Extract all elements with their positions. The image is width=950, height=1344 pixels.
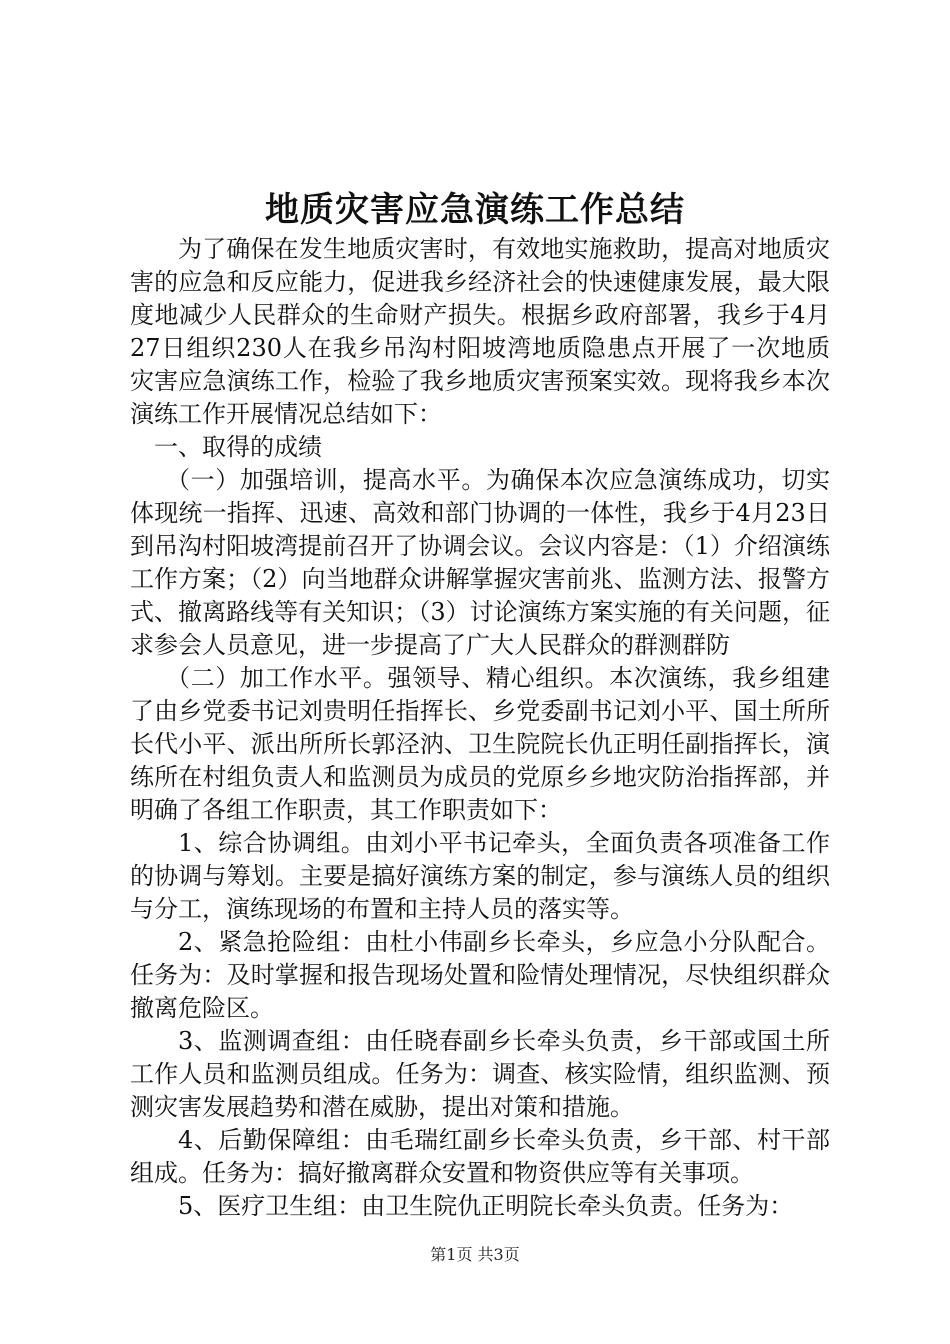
paragraph-training: （一）加强培训，提高水平。为确保本次应急演练成功，切实体现统一指挥、迅速、高效和部门协调的一体性，我乡于4月23日到吊沟村阳坡湾提前召开了协调会议。会议内容是：（1）介绍演练工作方案；（2）向当地群众讲解掌握灾害前兆、监测方法、报警方式、撤离路线等有关知识；（3）讨论演练方案实施的有关问题，征求参会人员意见，进一步提高了广大人民群众的群测群防 xyxy=(130,466,830,659)
document-title: 地质灾害应急演练工作总结 xyxy=(265,190,685,230)
paragraph-logistics-group: 4、后勤保障组：由毛瑞红副乡长牵头负责，乡干部、村干部组成。任务为：搞好撤离群众安置和物资供应等有关事项。 xyxy=(130,1126,830,1187)
paragraph-intro: 为了确保在发生地质灾害时，有效地实施救助，提高对地质灾害的应急和反应能力，促进我乡经济社会的快速健康发展，最大限度地减少人民群众的生命财产损失。根据乡政府部署，我乡于4月27日组织230人在我乡吊沟村阳坡湾地质隐患点开展了一次地质灾害应急演练工作，检验了我乡地质灾害预案实效。现将我乡本次演练工作开展情况总结如下： xyxy=(130,235,830,428)
document-body xyxy=(130,233,830,1223)
paragraph-medical-group: 5、医疗卫生组：由卫生院仇正明院长牵头负责。任务为： xyxy=(178,1192,794,1220)
paragraph-coordination-group: 1、综合协调组。由刘小平书记牵头，全面负责各项准备工作的协调与筹划。主要是搞好演练方案的制定，参与演练人员的组织与分工，演练现场的布置和主持人员的落实等。 xyxy=(130,829,830,923)
page-footer: 第1页 共3页 xyxy=(430,1245,520,1264)
section-heading-achievements: 一、取得的成绩 xyxy=(154,433,322,461)
paragraph-rescue-group: 2、紧急抢险组：由杜小伟副乡长牵头，乡应急小分队配合。任务为：及时掌握和报告现场处置和险情处理情况，尽快组织群众撤离危险区。 xyxy=(130,928,830,1022)
paragraph-monitoring-group: 3、监测调查组：由任晓春副乡长牵头负责，乡干部或国土所工作人员和监测员组成。任务为：调查、核实险情，组织监测、预测灾害发展趋势和潜在威胁，提出对策和措施。 xyxy=(130,1027,830,1121)
paragraph-leadership: （二）加工作水平。强领导、精心组织。本次演练，我乡组建了由乡党委书记刘贵明任指挥长、乡党委副书记刘小平、国土所所长代小平、派出所所长郭泾汭、卫生院院长仇正明任副指挥长，演练所在村组负责人和监测员为成员的党原乡乡地灾防治指挥部，并明确了各组工作职责，其工作职责如下： xyxy=(130,664,830,824)
